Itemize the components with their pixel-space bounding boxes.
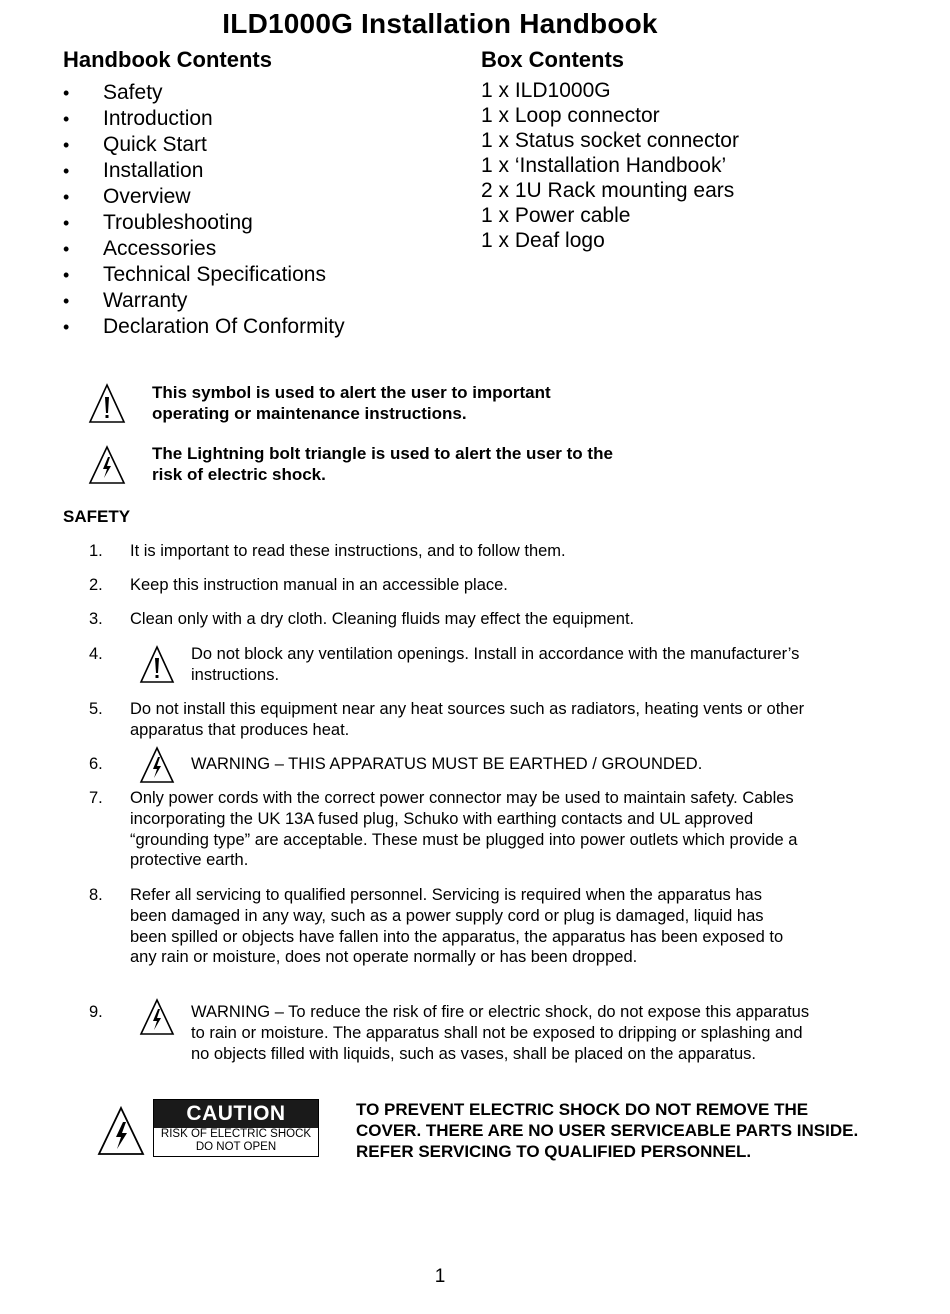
page-number: 1 bbox=[434, 1266, 446, 1287]
list-item: 1 x Deaf logo bbox=[481, 229, 605, 252]
safety-heading: SAFETY bbox=[63, 507, 131, 526]
handbook-contents-heading: Handbook Contents bbox=[63, 47, 272, 72]
exclamation-triangle-icon bbox=[88, 382, 126, 424]
bullet: • bbox=[63, 291, 70, 311]
caution-label bbox=[153, 1099, 319, 1157]
bullet: • bbox=[63, 109, 70, 129]
caution-line: RISK OF ELECTRIC SHOCK bbox=[160, 1128, 312, 1140]
lightning-triangle-icon bbox=[139, 996, 175, 1036]
list-item: 2 x 1U Rack mounting ears bbox=[481, 179, 735, 202]
bullet: • bbox=[63, 317, 70, 337]
symbol-description: This symbol is used to alert the user to important operating or maintenance instructions. bbox=[152, 383, 551, 423]
lightning-triangle-icon bbox=[139, 744, 175, 784]
bullet: • bbox=[63, 213, 70, 233]
box-contents-heading: Box Contents bbox=[481, 47, 624, 72]
bullet: • bbox=[63, 161, 70, 181]
lightning-triangle-icon bbox=[88, 443, 126, 485]
bullet: • bbox=[63, 187, 70, 207]
bullet: • bbox=[63, 83, 70, 103]
bullet: • bbox=[63, 265, 70, 285]
list-item: 1 x Loop connector bbox=[481, 104, 660, 127]
list-item: 1 x ‘Installation Handbook’ bbox=[481, 154, 727, 177]
exclamation-triangle-icon bbox=[139, 644, 175, 684]
list-item: 1 x ILD1000G bbox=[481, 79, 611, 102]
bullet: • bbox=[63, 135, 70, 155]
caution-warning-text: TO PREVENT ELECTRIC SHOCK DO NOT REMOVE THE COVER. THERE ARE NO USER SERVICEABLE PARTS INSIDE. REFER SERVICING TO QUALIFIED PERSONNEL. bbox=[356, 1100, 859, 1161]
caution-title: CAUTION bbox=[154, 1100, 318, 1128]
lightning-triangle-icon bbox=[96, 1104, 146, 1158]
box-contents-list bbox=[481, 78, 739, 253]
symbol-description: The Lightning bolt triangle is used to alert the user to the risk of electric shock. bbox=[152, 444, 613, 484]
list-item: 1 x Power cable bbox=[481, 204, 631, 227]
caution-line: DO NOT OPEN bbox=[195, 1141, 277, 1153]
page-title: ILD1000G Installation Handbook bbox=[222, 8, 658, 39]
list-item: 1 x Status socket connector bbox=[481, 129, 739, 152]
bullet: • bbox=[63, 239, 70, 259]
